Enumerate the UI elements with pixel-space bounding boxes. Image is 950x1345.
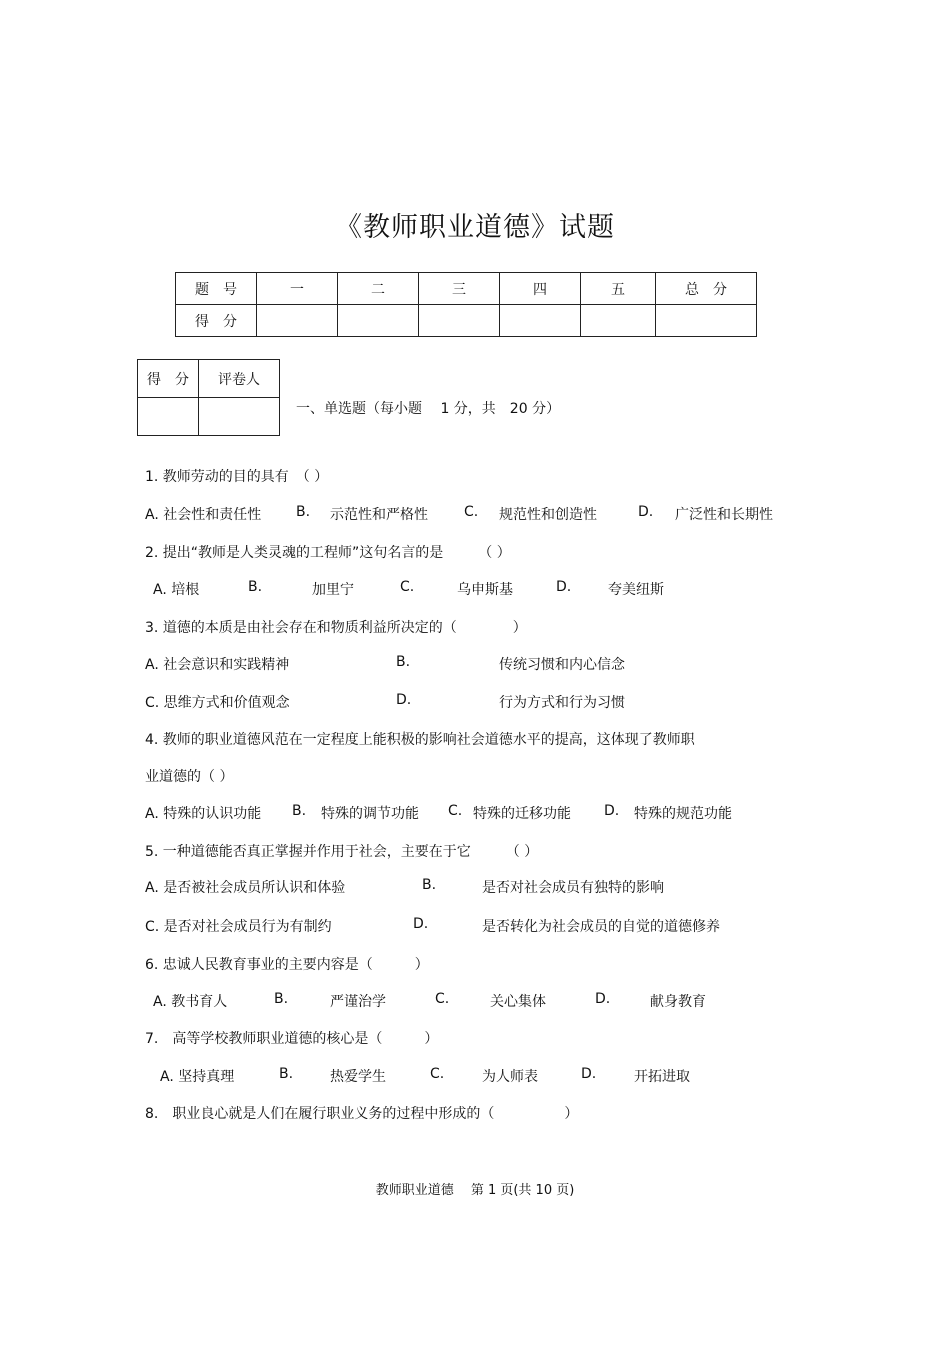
score-cell[interactable] bbox=[338, 305, 419, 337]
question-options bbox=[145, 803, 845, 823]
option-d-letter: D. bbox=[581, 1066, 597, 1082]
option-b-text: 热爱学生 bbox=[330, 1069, 386, 1085]
score-cell[interactable] bbox=[656, 305, 757, 337]
option-b-text: 传统习惯和内心信念 bbox=[499, 657, 625, 673]
page-footer: 教师职业道德 第 1 页(共 10 页) bbox=[375, 1183, 575, 1198]
option-a: A. 是否被社会成员所认识和体验 bbox=[145, 880, 346, 896]
option-b-text: 加里宁 bbox=[312, 582, 354, 598]
option-c-letter: C. bbox=[448, 803, 463, 819]
option-b-letter: B. bbox=[292, 803, 307, 819]
option-b-text: 是否对社会成员有独特的影响 bbox=[482, 880, 664, 896]
grader-score-cell[interactable] bbox=[138, 398, 199, 436]
option-c-letter: C. bbox=[430, 1066, 445, 1082]
option-d-letter: D. bbox=[396, 692, 412, 708]
option-c-text: 规范性和创造性 bbox=[499, 507, 597, 523]
question-stem: 4. 教师的职业道德风范在一定程度上能积极的影响社会道德水平的提高，这体现了教师职 bbox=[145, 732, 695, 748]
option-c-text: 乌申斯基 bbox=[457, 582, 513, 598]
option-b-letter: B. bbox=[422, 877, 437, 893]
option-d-text: 献身教育 bbox=[650, 994, 706, 1010]
score-cell[interactable] bbox=[257, 305, 338, 337]
option-a: A. 培根 bbox=[153, 582, 200, 598]
question-options bbox=[145, 877, 845, 897]
option-d-text: 开拓进取 bbox=[634, 1069, 690, 1085]
option-a: A. 社会意识和实践精神 bbox=[145, 657, 290, 673]
page-title: 《教师职业道德》试题 bbox=[335, 212, 615, 243]
option-a: A. 社会性和责任性 bbox=[145, 507, 262, 523]
question-stem: 3. 道德的本质是由社会存在和物质利益所决定的（ ） bbox=[145, 620, 527, 636]
grader-name-label: 评卷人 bbox=[199, 360, 280, 398]
option-c-letter: C. bbox=[464, 504, 479, 520]
option-d-text: 行为方式和行为习惯 bbox=[499, 695, 625, 711]
question-options bbox=[145, 654, 845, 674]
option-d-text: 广泛性和长期性 bbox=[675, 507, 773, 523]
option-a: A. 特殊的认识功能 bbox=[145, 806, 262, 822]
option-d-text: 特殊的规范功能 bbox=[634, 806, 732, 822]
grader-name-cell[interactable] bbox=[199, 398, 280, 436]
score-table-score-row bbox=[176, 305, 757, 337]
option-b-letter: B. bbox=[296, 504, 311, 520]
option-d-text: 夸美纽斯 bbox=[608, 582, 664, 598]
option-d-letter: D. bbox=[595, 991, 611, 1007]
question-stem: 7. 高等学校教师职业道德的核心是（ ） bbox=[145, 1031, 439, 1047]
option-d-letter: D. bbox=[638, 504, 654, 520]
score-table-row-label: 得 分 bbox=[176, 305, 257, 337]
option-c-letter: C. bbox=[435, 991, 450, 1007]
score-cell[interactable] bbox=[581, 305, 656, 337]
score-cell[interactable] bbox=[500, 305, 581, 337]
score-table-header-cell: 四 bbox=[500, 273, 581, 305]
option-c: C. 思维方式和价值观念 bbox=[145, 695, 290, 711]
option-b-text: 示范性和严格性 bbox=[330, 507, 428, 523]
score-table-header-cell: 五 bbox=[581, 273, 656, 305]
question-options bbox=[153, 991, 853, 1011]
grader-table bbox=[137, 359, 280, 436]
section-heading: 一、单选题（每小题 1 分，共 20 分） bbox=[296, 401, 561, 417]
question-stem: 2. 提出“教师是人类灵魂的工程师”这句名言的是 （ ） bbox=[145, 545, 511, 561]
option-a: A. 坚持真理 bbox=[160, 1069, 235, 1085]
score-table-header-cell: 三 bbox=[419, 273, 500, 305]
question-options bbox=[160, 1066, 860, 1086]
question-stem: 6. 忠诚人民教育事业的主要内容是（ ） bbox=[145, 957, 429, 973]
option-b-text: 严谨治学 bbox=[330, 994, 386, 1010]
question-stem: 5. 一种道德能否真正掌握并作用于社会，主要在于它 （ ） bbox=[145, 844, 539, 860]
score-cell[interactable] bbox=[419, 305, 500, 337]
option-b-letter: B. bbox=[396, 654, 411, 670]
option-d-text: 是否转化为社会成员的自觉的道德修养 bbox=[482, 919, 720, 935]
option-d-letter: D. bbox=[413, 916, 429, 932]
option-c: C. 是否对社会成员行为有制约 bbox=[145, 919, 332, 935]
question-options bbox=[145, 916, 845, 936]
score-table-header-cell: 二 bbox=[338, 273, 419, 305]
question-options bbox=[153, 579, 853, 599]
question-options bbox=[145, 504, 845, 524]
option-d-letter: D. bbox=[556, 579, 572, 595]
option-c-text: 关心集体 bbox=[490, 994, 546, 1010]
option-a: A. 教书育人 bbox=[153, 994, 228, 1010]
score-table-header-row bbox=[176, 273, 757, 305]
option-d-letter: D. bbox=[604, 803, 620, 819]
question-stem: 8. 职业良心就是人们在履行职业义务的过程中形成的（ ） bbox=[145, 1106, 579, 1122]
score-table bbox=[175, 272, 757, 337]
grader-score-label: 得 分 bbox=[138, 360, 199, 398]
option-b-letter: B. bbox=[248, 579, 263, 595]
option-b-letter: B. bbox=[279, 1066, 294, 1082]
question-stem-continued: 业道德的（ ） bbox=[145, 769, 234, 785]
question-stem: 1. 教师劳动的目的具有 （ ） bbox=[145, 469, 329, 485]
score-table-header-cell: 题 号 bbox=[176, 273, 257, 305]
option-c-letter: C. bbox=[400, 579, 415, 595]
option-c-text: 为人师表 bbox=[482, 1069, 538, 1085]
question-options bbox=[145, 692, 845, 712]
score-table-header-cell: 一 bbox=[257, 273, 338, 305]
option-b-letter: B. bbox=[274, 991, 289, 1007]
option-c-text: 特殊的迁移功能 bbox=[473, 806, 571, 822]
score-table-header-cell: 总 分 bbox=[656, 273, 757, 305]
option-b-text: 特殊的调节功能 bbox=[321, 806, 419, 822]
